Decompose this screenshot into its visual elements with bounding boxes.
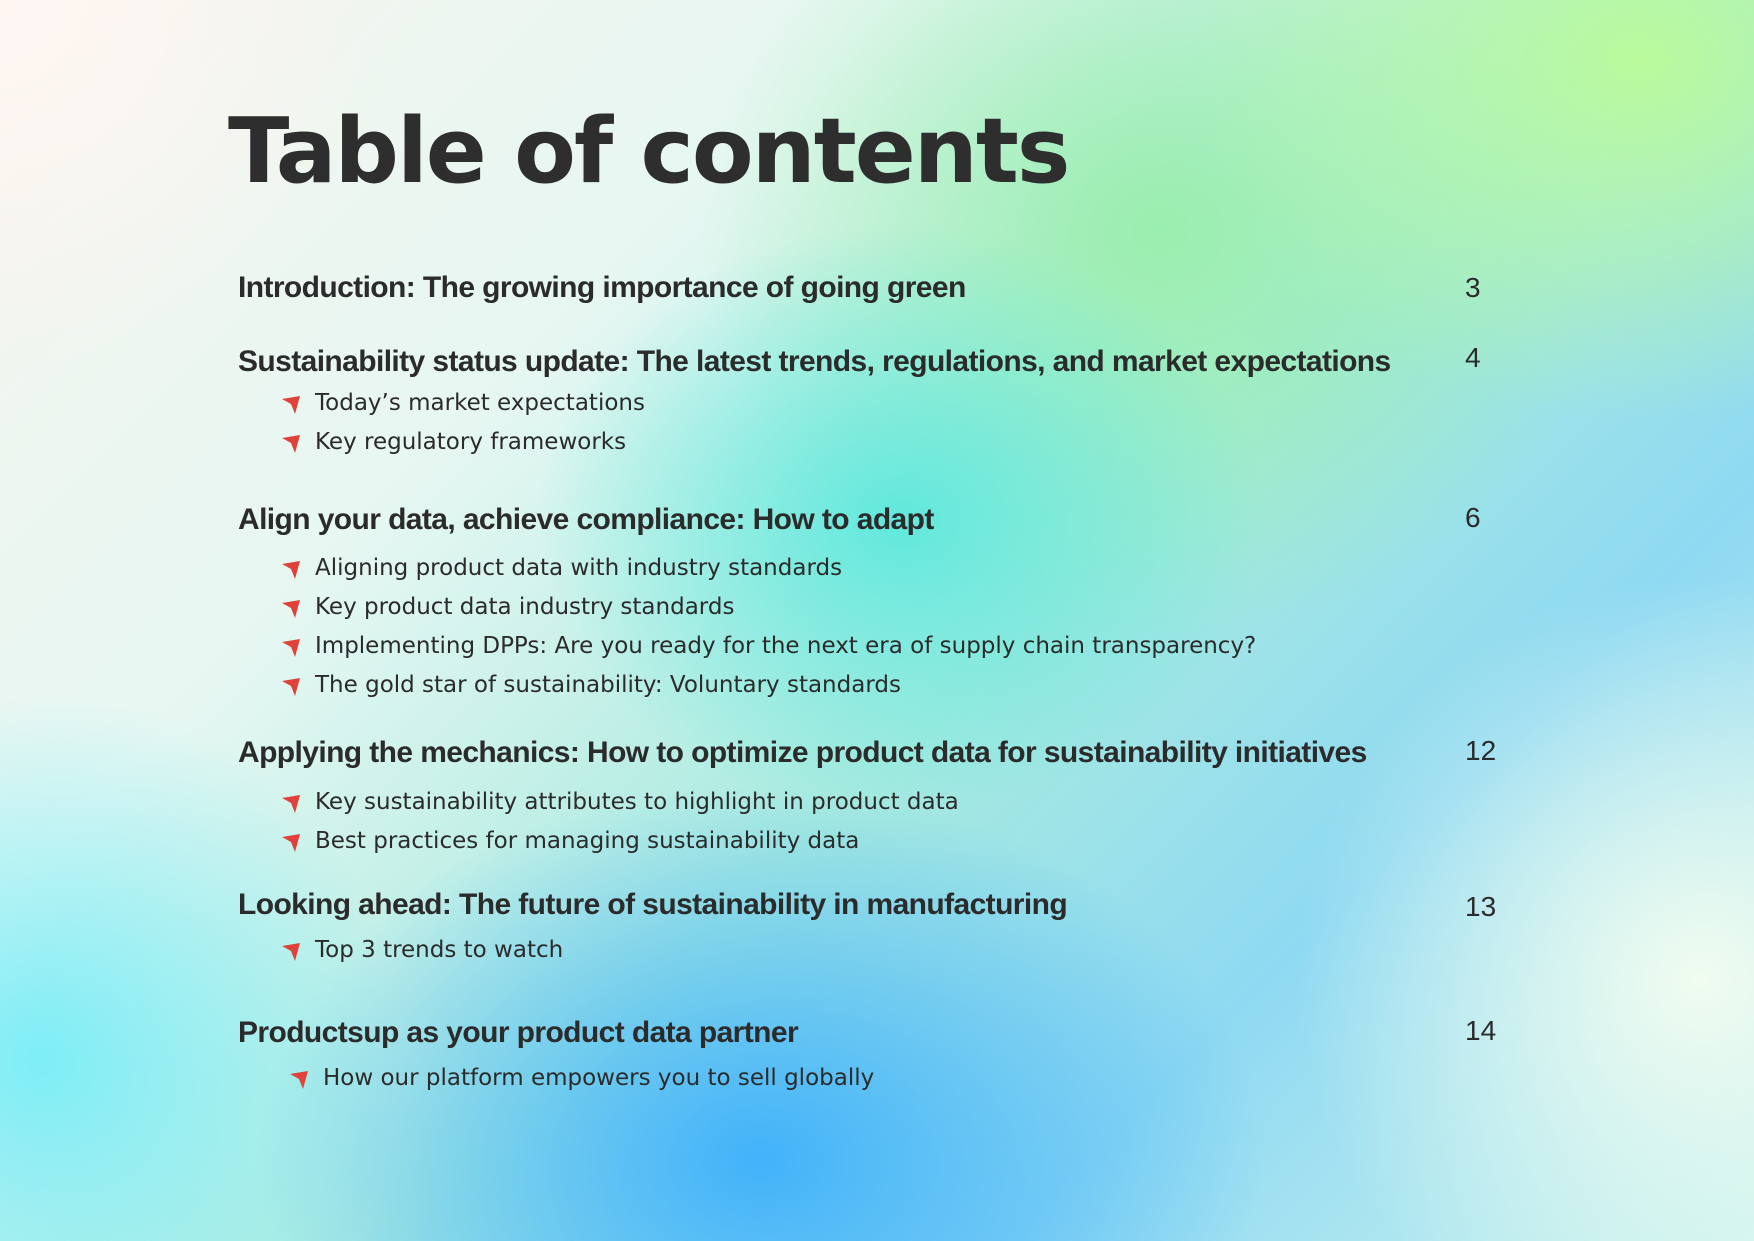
subsection-label: Aligning product data with industry standards <box>315 555 843 581</box>
section-page-number: 3 <box>1465 272 1481 303</box>
subsection-item[interactable] <box>238 1059 1498 1098</box>
subsection-list <box>238 783 1498 861</box>
toc-entry-introduction[interactable] <box>238 268 1498 308</box>
red-arrow-bullet-icon <box>288 1070 310 1090</box>
toc-section-applying-the-mechanics <box>238 733 1498 861</box>
section-page-number: 14 <box>1465 1015 1497 1046</box>
page-title: Table of contents <box>228 99 1069 204</box>
toc-entry-applying-the-mechanics[interactable] <box>238 733 1498 773</box>
red-arrow-bullet-icon <box>280 942 302 962</box>
toc-section-looking-ahead <box>238 885 1498 970</box>
section-page-number: 4 <box>1465 342 1481 373</box>
subsection-item[interactable] <box>238 549 1498 588</box>
toc-entry-productsup-partner[interactable] <box>238 1013 1498 1053</box>
section-page-number: 13 <box>1465 891 1497 922</box>
toc-section-introduction <box>238 268 1498 308</box>
section-title: Sustainability status update: The latest trends, regulations, and market expectations <box>238 345 1391 378</box>
red-arrow-bullet-icon <box>280 677 302 697</box>
section-title: Align your data, achieve compliance: How to adapt <box>238 503 934 536</box>
subsection-list <box>238 384 1498 462</box>
section-title: Productsup as your product data partner <box>238 1016 799 1049</box>
subsection-item[interactable] <box>238 588 1498 627</box>
toc-entry-looking-ahead[interactable] <box>238 885 1498 925</box>
subsection-item[interactable] <box>238 666 1498 705</box>
toc-section-productsup-partner <box>238 1013 1498 1098</box>
toc-entry-sustainability-status[interactable] <box>238 342 1498 382</box>
subsection-item[interactable] <box>238 783 1498 822</box>
red-arrow-bullet-icon <box>280 833 302 853</box>
subsection-label: Best practices for managing sustainability data <box>315 828 860 854</box>
section-page-number: 6 <box>1465 502 1481 533</box>
red-arrow-bullet-icon <box>280 395 302 415</box>
subsection-label: Today’s market expectations <box>315 390 645 416</box>
subsection-label: Implementing DPPs: Are you ready for the next era of supply chain transparency? <box>315 633 1257 659</box>
subsection-label: Key regulatory frameworks <box>315 429 627 455</box>
red-arrow-bullet-icon <box>280 560 302 580</box>
red-arrow-bullet-icon <box>280 599 302 619</box>
toc-section-align-your-data <box>238 500 1498 705</box>
subsection-list <box>238 931 1498 970</box>
section-title: Applying the mechanics: How to optimize product data for sustainability initiatives <box>238 736 1367 769</box>
subsection-item[interactable] <box>238 423 1498 462</box>
section-title: Introduction: The growing importance of going green <box>238 271 966 304</box>
section-title: Looking ahead: The future of sustainability in manufacturing <box>238 888 1068 921</box>
red-arrow-bullet-icon <box>280 638 302 658</box>
subsection-list <box>238 1059 1498 1098</box>
subsection-item[interactable] <box>238 822 1498 861</box>
subsection-list <box>238 549 1498 705</box>
toc-section-sustainability-status <box>238 342 1498 462</box>
subsection-label: Key sustainability attributes to highlight in product data <box>315 789 959 815</box>
section-page-number: 12 <box>1465 735 1497 766</box>
subsection-item[interactable] <box>238 931 1498 970</box>
subsection-item[interactable] <box>238 384 1498 423</box>
red-arrow-bullet-icon <box>280 434 302 454</box>
toc-entry-align-your-data[interactable] <box>238 500 1498 540</box>
red-arrow-bullet-icon <box>280 794 302 814</box>
subsection-label: Top 3 trends to watch <box>315 937 564 963</box>
subsection-label: How our platform empowers you to sell globally <box>323 1065 875 1091</box>
subsection-item[interactable] <box>238 627 1498 666</box>
subsection-label: Key product data industry standards <box>315 594 735 620</box>
subsection-label: The gold star of sustainability: Voluntary standards <box>315 672 901 698</box>
